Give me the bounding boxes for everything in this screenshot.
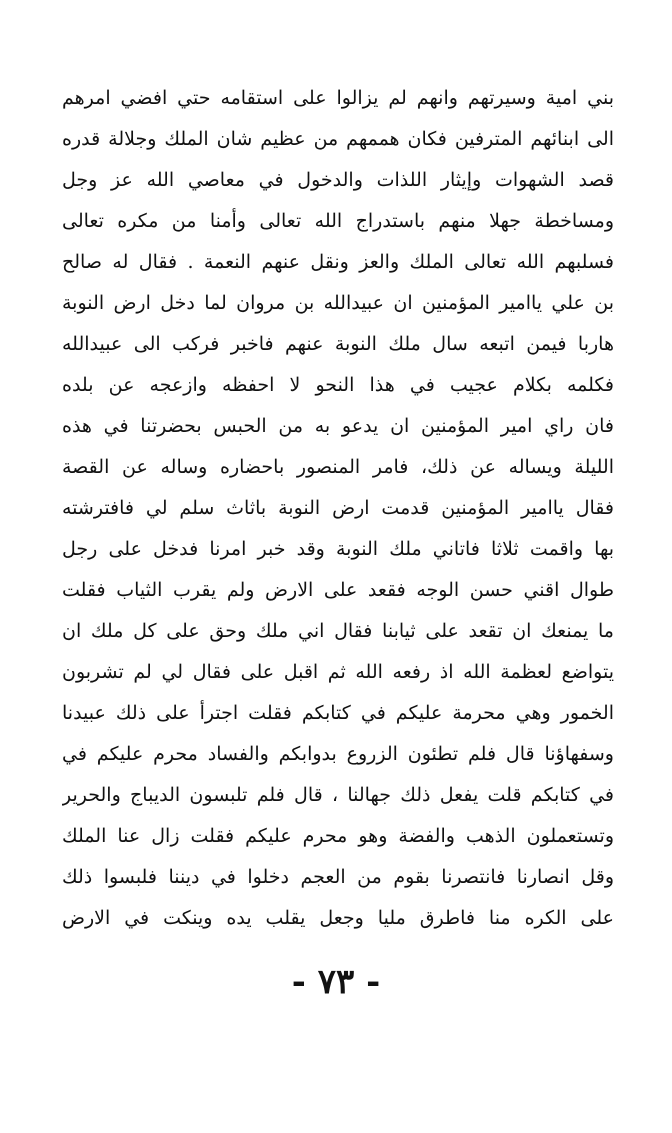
text-line: بني امية وسيرتهم وانهم لم يزالوا على استقامه حتي افضي امرهم	[62, 87, 614, 109]
text-line: الليلة ويساله عن ذلك، فامر المنصور باحضاره وساله عن القصة	[62, 456, 614, 478]
text-line: وسفهاؤنا قال فلم تطئون الزروع بدوابكم والفساد محرم عليكم في	[62, 743, 614, 765]
text-line: فسلبهم الله تعالى الملك والعز ونقل عنهم النعمة . فقال له صالح	[62, 251, 614, 273]
text-line: وتستعملون الذهب والفضة وهو محرم عليكم فقلت زال عنا الملك	[62, 825, 614, 847]
text-line: فقال ياامير المؤمنين قدمت ارض النوبة باثاث سلم لي فافترشته	[62, 497, 614, 519]
text-line: قصد الشهوات وإيثار اللذات والدخول في معاصي الله عز وجل	[62, 169, 614, 191]
text-line: في كتابكم قلت يفعل ذلك جهالنا ، قال فلم تلبسون الديباج والحرير	[62, 784, 614, 806]
text-line: بها واقمت ثلاثا فاتاني ملك النوبة وقد خبر امرنا فدخل على رجل	[62, 538, 614, 560]
text-line: الخمور وهي محرمة عليكم في كتابكم فقلت اجترأ على ذلك عبيدنا	[62, 702, 614, 724]
text-line: هاربا فيمن اتبعه سال ملك النوبة عنهم فاخبر فركب الى عبيدالله	[62, 333, 614, 355]
text-line: على الكره منا فاطرق مليا وجعل يقلب يده وينكت في الارض	[62, 907, 614, 929]
page-body-text	[62, 78, 614, 939]
text-line: الى ابنائهم المترفين فكان هممهم من عظيم شان الملك وجلالة قدره	[62, 128, 614, 150]
text-line: طوال اقني حسن الوجه فقعد على الارض ولم يقرب الثياب فقلت	[62, 579, 614, 601]
text-line: بن علي ياامير المؤمنين ان عبيدالله بن مروان لما دخل ارض النوبة	[62, 292, 614, 314]
text-line: وقل انصارنا فانتصرنا بقوم من العجم دخلوا في ديننا فلبسوا ذلك	[62, 866, 614, 888]
page-number: - ٧٣ -	[291, 962, 381, 1002]
text-line: ما يمنعك ان تقعد على ثيابنا فقال اني ملك وحق على كل ملك ان	[62, 620, 614, 642]
text-line: فكلمه بكلام عجيب في هذا النحو لا احفظه وازعجه عن بلده	[62, 374, 614, 396]
text-line: يتواضع لعظمة الله اذ رفعه الله ثم اقبل على فقال لي لم تشربون	[62, 661, 614, 683]
text-line: فان راي امير المؤمنين ان يدعو به من الحبس بحضرتنا في هذه	[62, 415, 614, 437]
text-line: ومساخطة جهلا منهم باستدراج الله تعالى وأمنا من مكره تعالى	[62, 210, 614, 232]
